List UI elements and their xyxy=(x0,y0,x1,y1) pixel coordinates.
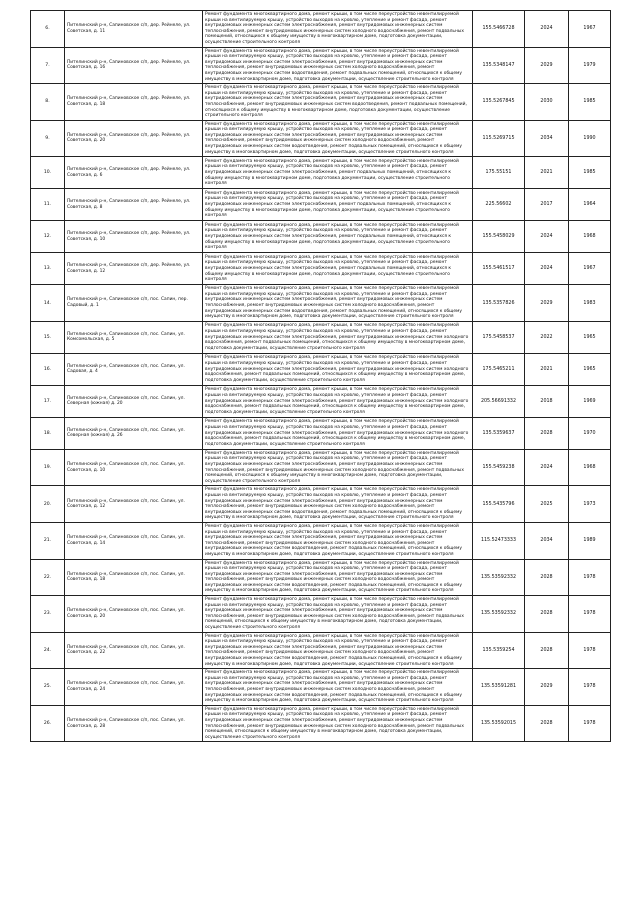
row-number: 24. xyxy=(31,632,65,669)
planned-year-cell: 2024 xyxy=(525,11,569,48)
planned-year-cell: 2030 xyxy=(525,84,569,121)
row-number: 23. xyxy=(31,596,65,633)
table-row xyxy=(31,253,611,285)
cost-cell: 175.5465211 xyxy=(473,353,525,385)
planned-year-cell: 2024 xyxy=(525,253,569,285)
planned-year-cell: 2028 xyxy=(525,705,569,742)
planned-year-cell: 2028 xyxy=(525,632,569,669)
table-row xyxy=(31,449,611,486)
work-description-cell: Ремонт фундамента многоквартирного дома, ремонт крыши, в том числе переустройство невентилируемой крыши на вентилируемую крышу, устройство выходов на кровлю, утепление и ремонт фасада, ремонт внутридомовых инженерных систем электроснабжения, ремонт внутридомовых инженерных систем теплоснабжения, ремонт внутридомовых инженерных систем холодного водоснабжения, ремонт внутридомовых инженерных систем водоотведения, ремонт подвальных помещений, относящихся к общему имуществу в многоквартирном доме, подготовка документации, осуществление строительного контроля xyxy=(203,559,473,596)
planned-year-cell: 2022 xyxy=(525,321,569,353)
table-row xyxy=(31,84,611,121)
build-year-cell: 1964 xyxy=(569,189,611,221)
cost-cell: 115.52473333 xyxy=(473,522,525,559)
table-row xyxy=(31,11,611,48)
address-cell: Пителинский р-н, Сапиновское с/п, пос. Сапин, ул. Северная (южная) д. 26 xyxy=(65,417,203,449)
build-year-cell: 1969 xyxy=(569,385,611,417)
row-number: 21. xyxy=(31,522,65,559)
address-cell: Пителинский р-н, Сапиновское с/п, пос. Сапин, ул. Советская, д. 24 xyxy=(65,669,203,706)
work-description-cell: Ремонт фундамента многоквартирного дома, ремонт крыши, в том числе переустройство невентилируемой крыши на вентилируемую крышу, устройство выходов на кровлю, утепление и ремонт фасада, ремонт внутридомовых инженерных систем электроснабжения, ремонт внутридомовых инженерных систем теплоснабжения, ремонт внутридомовых инженерных систем холодного водоснабжения, ремонт внутридомовых инженерных систем водоотведения, ремонт подвальных помещений, относящихся к общему имуществу в многоквартирном доме, подготовка документации, осуществление строительного контроля xyxy=(203,522,473,559)
build-year-cell: 1978 xyxy=(569,669,611,706)
planned-year-cell: 2034 xyxy=(525,522,569,559)
cost-cell: 135.5357826 xyxy=(473,285,525,322)
table-row xyxy=(31,486,611,523)
planned-year-cell: 2029 xyxy=(525,669,569,706)
planned-year-cell: 2018 xyxy=(525,385,569,417)
work-description-cell: Ремонт фундамента многоквартирного дома, ремонт крыши, в том числе переустройство невентилируемой крыши на вентилируемую крышу, устройство выходов на кровлю, утепление и ремонт фасада, ремонт внутридомовых инженерных систем электроснабжения, ремонт внутридомовых инженерных систем холодного водоснабжения, ремонт подвальных помещений, относящихся к общему имуществу в многоквартирном доме, подготовка документации, осуществление строительного контроля xyxy=(203,321,473,353)
address-cell: Пителинский р-н, Сапиновское с/п, пос. Сапин, ул. Советская, д. 10 xyxy=(65,449,203,486)
work-description-cell: Ремонт фундамента многоквартирного дома, ремонт крыши, в том числе переустройство невентилируемой крыши на вентилируемую крышу, устройство выходов на кровлю, утепление и ремонт фасада, ремонт внутридомовых инженерных систем электроснабжения, ремонт внутридомовых инженерных систем теплоснабжения, ремонт внутридомовых инженерных систем холодного водоснабжения, ремонт подвальных помещений, относящихся к общему имуществу в многоквартирном доме, подготовка документации, осуществление строительного контроля xyxy=(203,596,473,633)
planned-year-cell: 2028 xyxy=(525,596,569,633)
cost-cell: 135.53592332 xyxy=(473,596,525,633)
address-cell: Пителинский р-н, Сапиновское с/п, пос. Сапин, ул. Садовая, д. 4 xyxy=(65,353,203,385)
build-year-cell: 1978 xyxy=(569,705,611,742)
address-cell: Пителинский р-н, Сапиновское с/п, пос. Сапин, ул. Комсомольская, д. 5 xyxy=(65,321,203,353)
address-cell: Пителинский р-н, Сапиновское с/п, пос. Сапин, ул. Советская, д. 12 xyxy=(65,486,203,523)
table-row xyxy=(31,385,611,417)
address-cell: Пителинский р-н, Сапиновское с/п, дер. Рейнеле, ул. Советская, д. 10 xyxy=(65,221,203,253)
repair-schedule-table xyxy=(30,10,611,742)
cost-cell: 175.5458537 xyxy=(473,321,525,353)
table-row xyxy=(31,157,611,189)
cost-cell: 205.56691332 xyxy=(473,385,525,417)
work-description-cell: Ремонт фундамента многоквартирного дома, ремонт крыши, в том числе переустройство невентилируемой крыши на вентилируемую крышу, устройство выходов на кровлю, утепление и ремонт фасада, ремонт внутридомовых инженерных систем электроснабжения, ремонт внутридомовых инженерных систем теплоснабжения, ремонт внутридомовых инженерных систем холодного водоснабжения, ремонт подвальных помещений, относящихся к общему имуществу в многоквартирном доме, подготовка документации, осуществление строительного контроля xyxy=(203,705,473,742)
address-cell: Пителинский р-н, Сапиновское с/п, дер. Рейнеле, ул. Советская, д. 11 xyxy=(65,11,203,48)
row-number: 25. xyxy=(31,669,65,706)
work-description-cell: Ремонт фундамента многоквартирного дома, ремонт крыши, в том числе переустройство невентилируемой крыши на вентилируемую крышу, устройство выходов на кровлю, утепление и ремонт фасада, ремонт внутридомовых инженерных систем электроснабжения, ремонт внутридомовых инженерных систем теплоснабжения, ремонт внутридомовых инженерных систем холодного водоснабжения, ремонт внутридомовых инженерных систем водоотведения, ремонт подвальных помещений, относящихся к общему имуществу в многоквартирном доме, подготовка документации, осуществление строительного контроля xyxy=(203,669,473,706)
row-number: 20. xyxy=(31,486,65,523)
table-row xyxy=(31,417,611,449)
work-description-cell: Ремонт фундамента многоквартирного дома, ремонт крыши, в том числе переустройство невентилируемой крыши на вентилируемую крышу, устройство выходов на кровлю, утепление и ремонт фасада, ремонт внутридомовых инженерных систем электроснабжения, ремонт внутридомовых инженерных систем теплоснабжения, ремонт внутридомовых инженерных систем водоотведения, ремонт подвальных помещений, относящихся к общему имуществу в многоквартирном доме, подготовка документации, осуществление строительного контроля xyxy=(203,84,473,121)
table-row xyxy=(31,189,611,221)
table-row xyxy=(31,47,611,84)
work-description-cell: Ремонт фундамента многоквартирного дома, ремонт крыши, в том числе переустройство невентилируемой крыши на вентилируемую крышу, устройство выходов на кровлю, утепление и ремонт фасада, ремонт внутридомовых инженерных систем электроснабжения, ремонт внутридомовых инженерных систем теплоснабжения, ремонт внутридомовых инженерных систем холодного водоснабжения, ремонт внутридомовых инженерных систем водоотведения, ремонт подвальных помещений, относящихся к общему имуществу в многоквартирном доме, подготовка документации, осуществление строительного контроля xyxy=(203,285,473,322)
build-year-cell: 1978 xyxy=(569,596,611,633)
work-description-cell: Ремонт фундамента многоквартирного дома, ремонт крыши, в том числе переустройство невентилируемой крыши на вентилируемую крышу, устройство выходов на кровлю, утепление и ремонт фасада, ремонт внутридомовых инженерных систем электроснабжения, ремонт внутридомовых инженерных систем холодного водоснабжения, ремонт подвальных помещений, относящихся к общему имуществу в многоквартирном доме, подготовка документации, осуществление строительного контроля xyxy=(203,353,473,385)
cost-cell: 135.5359637 xyxy=(473,417,525,449)
work-description-cell: Ремонт фундамента многоквартирного дома, ремонт крыши, в том числе переустройство невентилируемой крыши на вентилируемую крышу, устройство выходов на кровлю, утепление и ремонт фасада, ремонт внутридомовых инженерных систем электроснабжения, ремонт подвальных помещений, относящихся к общему имуществу в многоквартирном доме, подготовка документации, осуществление строительного контроля xyxy=(203,157,473,189)
build-year-cell: 1965 xyxy=(569,353,611,385)
work-description-cell: Ремонт фундамента многоквартирного дома, ремонт крыши, в том числе переустройство невентилируемой крыши на вентилируемую крышу, устройство выходов на кровлю, утепление и ремонт фасада, ремонт внутридомовых инженерных систем электроснабжения, ремонт внутридомовых инженерных систем холодного водоснабжения, ремонт подвальных помещений, относящихся к общему имуществу в многоквартирном доме, подготовка документации, осуществление строительного контроля xyxy=(203,417,473,449)
build-year-cell: 1968 xyxy=(569,449,611,486)
work-description-cell: Ремонт фундамента многоквартирного дома, ремонт крыши, в том числе переустройство невентилируемой крыши на вентилируемую крышу, устройство выходов на кровлю, утепление и ремонт фасада, ремонт внутридомовых инженерных систем электроснабжения, ремонт подвальных помещений, относящихся к общему имуществу в многоквартирном доме, подготовка документации, осуществление строительного контроля xyxy=(203,189,473,221)
cost-cell: 115.5269715 xyxy=(473,120,525,157)
work-description-cell: Ремонт фундамента многоквартирного дома, ремонт крыши, в том числе переустройство невентилируемой крыши на вентилируемую крышу, устройство выходов на кровлю, утепление и ремонт фасада, ремонт внутридомовых инженерных систем электроснабжения, ремонт подвальных помещений, относящихся к общему имуществу в многоквартирном доме, подготовка документации, осуществление строительного контроля xyxy=(203,253,473,285)
build-year-cell: 1970 xyxy=(569,417,611,449)
cost-cell: 155.5459238 xyxy=(473,449,525,486)
address-cell: Пителинский р-н, Сапиновское с/п, пос. Сапин, пер. Садовый, д. 1 xyxy=(65,285,203,322)
table-row xyxy=(31,632,611,669)
planned-year-cell: 2017 xyxy=(525,189,569,221)
address-cell: Пителинский р-н, Сапиновское с/п, пос. Сапин, ул. Советская, д. 14 xyxy=(65,522,203,559)
row-number: 7. xyxy=(31,47,65,84)
address-cell: Пителинский р-н, Сапиновское с/п, дер. Рейнеле, ул. Советская, д. 6 xyxy=(65,157,203,189)
cost-cell: 155.5466728 xyxy=(473,11,525,48)
cost-cell: 225.56602 xyxy=(473,189,525,221)
planned-year-cell: 2029 xyxy=(525,285,569,322)
planned-year-cell: 2024 xyxy=(525,449,569,486)
planned-year-cell: 2029 xyxy=(525,47,569,84)
table-row xyxy=(31,285,611,322)
address-cell: Пителинский р-н, Сапиновское с/п, дер. Рейнеле, ул. Советская, д. 18 xyxy=(65,84,203,121)
row-number: 22. xyxy=(31,559,65,596)
work-description-cell: Ремонт фундамента многоквартирного дома, ремонт крыши, в том числе переустройство невентилируемой крыши на вентилируемую крышу, устройство выходов на кровлю, утепление и ремонт фасада, ремонт внутридомовых инженерных систем электроснабжения, ремонт внутридомовых инженерных систем теплоснабжения, ремонт внутридомовых инженерных систем холодного водоснабжения, ремонт подвальных помещений, относящихся к общему имуществу в многоквартирном доме, подготовка документации, осуществление строительного контроля xyxy=(203,11,473,48)
build-year-cell: 1983 xyxy=(569,285,611,322)
build-year-cell: 1990 xyxy=(569,120,611,157)
table-row xyxy=(31,321,611,353)
build-year-cell: 1978 xyxy=(569,632,611,669)
work-description-cell: Ремонт фундамента многоквартирного дома, ремонт крыши, в том числе переустройство невентилируемой крыши на вентилируемую крышу, устройство выходов на кровлю, утепление и ремонт фасада, ремонт внутридомовых инженерных систем электроснабжения, ремонт внутридомовых инженерных систем теплоснабжения, ремонт внутридомовых инженерных систем холодного водоснабжения, ремонт подвальных помещений, относящихся к общему имуществу в многоквартирном доме, подготовка документации, осуществление строительного контроля xyxy=(203,449,473,486)
table-row xyxy=(31,596,611,633)
table-row xyxy=(31,522,611,559)
build-year-cell: 1973 xyxy=(569,486,611,523)
planned-year-cell: 2034 xyxy=(525,120,569,157)
build-year-cell: 1965 xyxy=(569,321,611,353)
cost-cell: 155.5435796 xyxy=(473,486,525,523)
row-number: 15. xyxy=(31,321,65,353)
build-year-cell: 1968 xyxy=(569,221,611,253)
cost-cell: 135.53592015 xyxy=(473,705,525,742)
row-number: 12. xyxy=(31,221,65,253)
table-row xyxy=(31,353,611,385)
row-number: 26. xyxy=(31,705,65,742)
table-row xyxy=(31,559,611,596)
build-year-cell: 1985 xyxy=(569,157,611,189)
planned-year-cell: 2021 xyxy=(525,157,569,189)
planned-year-cell: 2025 xyxy=(525,486,569,523)
work-description-cell: Ремонт фундамента многоквартирного дома, ремонт крыши, в том числе переустройство невентилируемой крыши на вентилируемую крышу, устройство выходов на кровлю, утепление и ремонт фасада, ремонт внутридомовых инженерных систем электроснабжения, ремонт внутридомовых инженерных систем теплоснабжения, ремонт внутридомовых инженерных систем холодного водоснабжения, ремонт внутридомовых инженерных систем водоотведения, ремонт подвальных помещений, относящихся к общему имуществу в многоквартирном доме, подготовка документации, осуществление строительного контроля xyxy=(203,486,473,523)
row-number: 17. xyxy=(31,385,65,417)
row-number: 14. xyxy=(31,285,65,322)
row-number: 10. xyxy=(31,157,65,189)
address-cell: Пителинский р-н, Сапиновское с/п, дер. Рейнеле, ул. Советская, д. 20 xyxy=(65,120,203,157)
build-year-cell: 1979 xyxy=(569,47,611,84)
planned-year-cell: 2028 xyxy=(525,417,569,449)
table-row xyxy=(31,221,611,253)
build-year-cell: 1985 xyxy=(569,84,611,121)
row-number: 6. xyxy=(31,11,65,48)
table-row xyxy=(31,669,611,706)
build-year-cell: 1978 xyxy=(569,559,611,596)
work-description-cell: Ремонт фундамента многоквартирного дома, ремонт крыши, в том числе переустройство невентилируемой крыши на вентилируемую крышу, устройство выходов на кровлю, утепление и ремонт фасада, ремонт внутридомовых инженерных систем электроснабжения, ремонт внутридомовых инженерных систем теплоснабжения, ремонт внутридомовых инженерных систем холодного водоснабжения, ремонт внутридомовых инженерных систем водоотведения, ремонт подвальных помещений, относящихся к общему имуществу в многоквартирном доме, подготовка документации, осуществление строительного контроля xyxy=(203,47,473,84)
build-year-cell: 1967 xyxy=(569,11,611,48)
address-cell: Пителинский р-н, Сапиновское с/п, пос. Сапин, ул. Советская, д. 18 xyxy=(65,559,203,596)
work-description-cell: Ремонт фундамента многоквартирного дома, ремонт крыши, в том числе переустройство невентилируемой крыши на вентилируемую крышу, устройство выходов на кровлю, утепление и ремонт фасада, ремонт внутридомовых инженерных систем электроснабжения, ремонт внутридомовых инженерных систем холодного водоснабжения, ремонт подвальных помещений, относящихся к общему имуществу в многоквартирном доме, подготовка документации, осуществление строительного контроля xyxy=(203,385,473,417)
work-description-cell: Ремонт фундамента многоквартирного дома, ремонт крыши, в том числе переустройство невентилируемой крыши на вентилируемую крышу, устройство выходов на кровлю, утепление и ремонт фасада, ремонт внутридомовых инженерных систем электроснабжения, ремонт подвальных помещений, относящихся к общему имуществу в многоквартирном доме, подготовка документации, осуществление строительного контроля xyxy=(203,221,473,253)
planned-year-cell: 2021 xyxy=(525,353,569,385)
row-number: 16. xyxy=(31,353,65,385)
cost-cell: 135.53592332 xyxy=(473,559,525,596)
address-cell: Пителинский р-н, Сапиновское с/п, пос. Сапин, ул. Советская, д. 20 xyxy=(65,596,203,633)
row-number: 9. xyxy=(31,120,65,157)
address-cell: Пителинский р-н, Сапиновское с/п, дер. Рейнеле, ул. Советская, д. 12 xyxy=(65,253,203,285)
cost-cell: 155.5461517 xyxy=(473,253,525,285)
table-body xyxy=(31,11,611,742)
cost-cell: 135.5359254 xyxy=(473,632,525,669)
table-row xyxy=(31,120,611,157)
row-number: 13. xyxy=(31,253,65,285)
work-description-cell: Ремонт фундамента многоквартирного дома, ремонт крыши, в том числе переустройство невентилируемой крыши на вентилируемую крышу, устройство выходов на кровлю, утепление и ремонт фасада, ремонт внутридомовых инженерных систем электроснабжения, ремонт внутридомовых инженерных систем теплоснабжения, ремонт внутридомовых инженерных систем холодного водоснабжения, ремонт внутридомовых инженерных систем водоотведения, ремонт подвальных помещений, относящихся к общему имуществу в многоквартирном доме, подготовка документации, осуществление строительного контроля xyxy=(203,120,473,157)
address-cell: Пителинский р-н, Сапиновское с/п, пос. Сапин, ул. Советская, д. 22 xyxy=(65,632,203,669)
cost-cell: 135.53591281 xyxy=(473,669,525,706)
work-description-cell: Ремонт фундамента многоквартирного дома, ремонт крыши, в том числе переустройство невентилируемой крыши на вентилируемую крышу, устройство выходов на кровлю, утепление и ремонт фасада, ремонт внутридомовых инженерных систем электроснабжения, ремонт внутридомовых инженерных систем теплоснабжения, ремонт внутридомовых инженерных систем холодного водоснабжения, ремонт внутридомовых инженерных систем водоотведения, ремонт подвальных помещений, относящихся к общему имуществу в многоквартирном доме, подготовка документации, осуществление строительного контроля xyxy=(203,632,473,669)
row-number: 18. xyxy=(31,417,65,449)
cost-cell: 155.5458029 xyxy=(473,221,525,253)
planned-year-cell: 2028 xyxy=(525,559,569,596)
build-year-cell: 1989 xyxy=(569,522,611,559)
build-year-cell: 1967 xyxy=(569,253,611,285)
cost-cell: 135.5348147 xyxy=(473,47,525,84)
row-number: 11. xyxy=(31,189,65,221)
address-cell: Пителинский р-н, Сапиновское с/п, дер. Рейнеле, ул. Советская, д. 16 xyxy=(65,47,203,84)
planned-year-cell: 2024 xyxy=(525,221,569,253)
cost-cell: 175.55151 xyxy=(473,157,525,189)
cost-cell: 135.5267845 xyxy=(473,84,525,121)
row-number: 19. xyxy=(31,449,65,486)
address-cell: Пителинский р-н, Сапиновское с/п, пос. Сапин, ул. Северная (южная) д. 20 xyxy=(65,385,203,417)
address-cell: Пителинский р-н, Сапиновское с/п, дер. Рейнеле, ул. Советская, д. 8 xyxy=(65,189,203,221)
address-cell: Пителинский р-н, Сапиновское с/п, пос. Сапин, ул. Советская, д. 28 xyxy=(65,705,203,742)
row-number: 8. xyxy=(31,84,65,121)
table-row xyxy=(31,705,611,742)
